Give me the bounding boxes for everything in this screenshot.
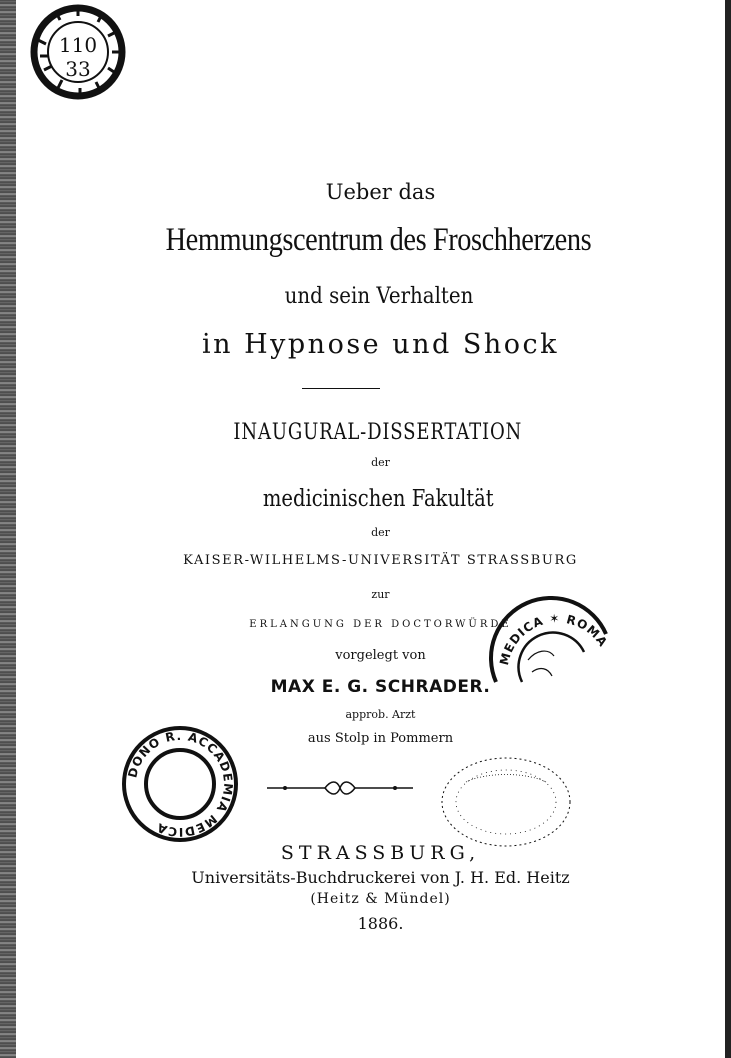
imprint-printer-partners: (Heitz & Mündel): [310, 891, 451, 907]
title-prefix: Ueber das: [325, 180, 436, 204]
academy-seal-right: [488, 596, 614, 700]
author-name: MAX E. G. SCHRADER.: [270, 677, 491, 697]
degree-purpose: ERLANGUNG DER DOCTORWÜRDE: [249, 619, 512, 630]
imprint-printer: Universitäts-Buchdruckerei von J. H. Ed. Heitz: [191, 868, 570, 887]
seal-left-text: DONO R. ACCADEMIA MEDICA: [125, 728, 236, 840]
shelfmark-stamp: [20, 0, 130, 110]
title-connector: und sein Verhalten: [284, 284, 474, 309]
ornament-rule: [265, 778, 415, 798]
seal-right-text: MEDICA ✶ ROMA: [496, 611, 611, 667]
article-der-1: der: [371, 456, 390, 469]
preposition-zur: zur: [371, 588, 390, 601]
svg-text:MEDICA ✶ ROMA: [497, 611, 610, 666]
faculty-name: medicinischen Fakultät: [262, 486, 494, 512]
author-credential: approb. Arzt: [345, 708, 416, 721]
article-der-2: der: [371, 526, 390, 539]
academy-seal-left: [118, 722, 242, 846]
shelfmark-top-number: 110: [58, 33, 98, 57]
shelfmark-bottom-number: 33: [65, 57, 91, 81]
imprint-year: 1886.: [357, 914, 404, 933]
university-name: KAISER-WILHELMS-UNIVERSITÄT STRASSBURG: [183, 553, 578, 568]
main-title: Hemmungscentrum des Froschherzens: [165, 222, 592, 258]
title-divider: [302, 388, 380, 389]
imprint-city: STRASSBURG,: [280, 842, 481, 864]
author-origin: aus Stolp in Pommern: [307, 731, 454, 746]
title-subject: in Hypnose und Shock: [201, 329, 560, 360]
submitted-by: vorgelegt von: [335, 648, 426, 663]
embossed-seal: [436, 752, 576, 852]
dissertation-heading: INAUGURAL-DISSERTATION: [233, 420, 523, 445]
